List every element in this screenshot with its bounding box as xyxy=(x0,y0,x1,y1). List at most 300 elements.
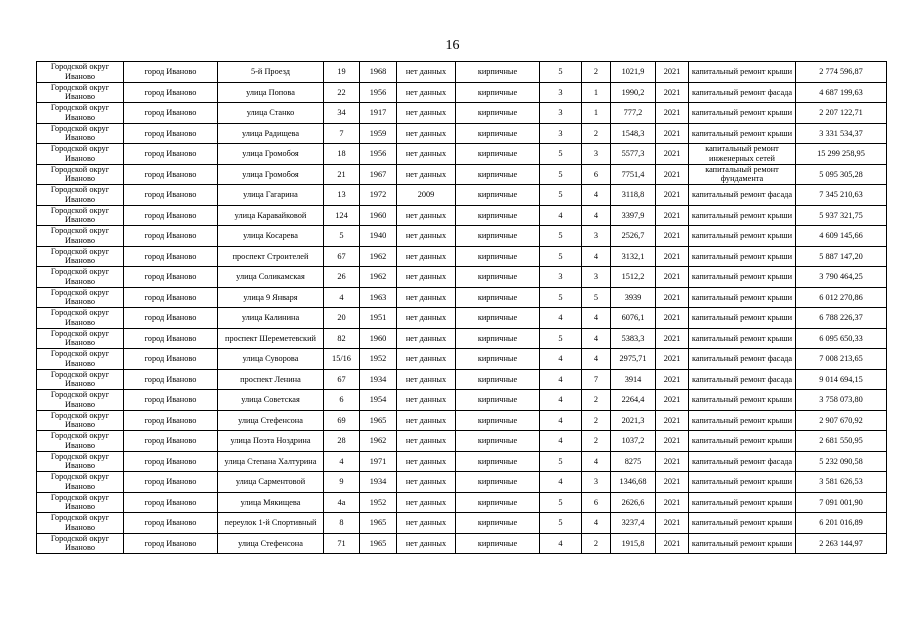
cost-cell: 2 263 144,97 xyxy=(796,533,887,554)
work-type-cell: капитальный ремонт крыши xyxy=(689,492,796,513)
wall-material-cell: кирпичные xyxy=(456,185,540,206)
entrances-cell: 4 xyxy=(582,513,611,534)
floors-cell: 4 xyxy=(540,205,582,226)
area-cell: 5577,3 xyxy=(611,144,656,165)
floors-cell: 5 xyxy=(540,62,582,83)
district-cell: Городской округ Иваново xyxy=(37,287,124,308)
floors-cell: 4 xyxy=(540,308,582,329)
city-cell: город Иваново xyxy=(124,308,218,329)
year-built-cell: 1956 xyxy=(360,82,397,103)
district-cell: Городской округ Иваново xyxy=(37,144,124,165)
year-reconstruction-cell: нет данных xyxy=(397,390,456,411)
street-cell: улица Поэта Ноздрина xyxy=(218,431,324,452)
entrances-cell: 1 xyxy=(582,82,611,103)
street-cell: улица Суворова xyxy=(218,349,324,370)
cost-cell: 6 012 270,86 xyxy=(796,287,887,308)
wall-material-cell: кирпичные xyxy=(456,451,540,472)
repair-year-cell: 2021 xyxy=(656,287,689,308)
entrances-cell: 4 xyxy=(582,451,611,472)
district-cell: Городской округ Иваново xyxy=(37,533,124,554)
wall-material-cell: кирпичные xyxy=(456,492,540,513)
district-cell: Городской округ Иваново xyxy=(37,103,124,124)
work-type-cell: капитальный ремонт крыши xyxy=(689,328,796,349)
city-cell: город Иваново xyxy=(124,164,218,185)
entrances-cell: 1 xyxy=(582,103,611,124)
repair-year-cell: 2021 xyxy=(656,513,689,534)
year-built-cell: 1971 xyxy=(360,451,397,472)
repair-year-cell: 2021 xyxy=(656,103,689,124)
floors-cell: 3 xyxy=(540,82,582,103)
table-row xyxy=(37,205,887,226)
year-built-cell: 1965 xyxy=(360,533,397,554)
entrances-cell: 4 xyxy=(582,308,611,329)
repair-year-cell: 2021 xyxy=(656,533,689,554)
year-built-cell: 1917 xyxy=(360,103,397,124)
floors-cell: 5 xyxy=(540,287,582,308)
city-cell: город Иваново xyxy=(124,246,218,267)
table-row xyxy=(37,451,887,472)
entrances-cell: 2 xyxy=(582,123,611,144)
year-reconstruction-cell: нет данных xyxy=(397,103,456,124)
city-cell: город Иваново xyxy=(124,205,218,226)
page-number: 16 xyxy=(445,38,460,53)
year-built-cell: 1962 xyxy=(360,267,397,288)
street-cell: улица Советская xyxy=(218,390,324,411)
repair-year-cell: 2021 xyxy=(656,349,689,370)
house-number-cell: 69 xyxy=(324,410,360,431)
street-cell: улица Мякищева xyxy=(218,492,324,513)
work-type-cell: капитальный ремонт фасада xyxy=(689,369,796,390)
table-row xyxy=(37,533,887,554)
wall-material-cell: кирпичные xyxy=(456,349,540,370)
street-cell: улица Радищева xyxy=(218,123,324,144)
district-cell: Городской округ Иваново xyxy=(37,267,124,288)
area-cell: 1021,9 xyxy=(611,62,656,83)
entrances-cell: 5 xyxy=(582,287,611,308)
year-reconstruction-cell: нет данных xyxy=(397,144,456,165)
work-type-cell: капитальный ремонт крыши xyxy=(689,205,796,226)
work-type-cell: капитальный ремонт крыши xyxy=(689,287,796,308)
work-type-cell: капитальный ремонт крыши xyxy=(689,267,796,288)
floors-cell: 4 xyxy=(540,369,582,390)
city-cell: город Иваново xyxy=(124,123,218,144)
wall-material-cell: кирпичные xyxy=(456,287,540,308)
work-type-cell: капитальный ремонт крыши xyxy=(689,410,796,431)
house-number-cell: 13 xyxy=(324,185,360,206)
repair-year-cell: 2021 xyxy=(656,328,689,349)
repair-year-cell: 2021 xyxy=(656,185,689,206)
year-reconstruction-cell: нет данных xyxy=(397,123,456,144)
entrances-cell: 3 xyxy=(582,226,611,247)
house-number-cell: 124 xyxy=(324,205,360,226)
table-row xyxy=(37,226,887,247)
house-number-cell: 6 xyxy=(324,390,360,411)
entrances-cell: 4 xyxy=(582,185,611,206)
district-cell: Городской округ Иваново xyxy=(37,246,124,267)
house-number-cell: 18 xyxy=(324,144,360,165)
district-cell: Городской округ Иваново xyxy=(37,513,124,534)
area-cell: 2975,71 xyxy=(611,349,656,370)
district-cell: Городской округ Иваново xyxy=(37,308,124,329)
house-number-cell: 9 xyxy=(324,472,360,493)
city-cell: город Иваново xyxy=(124,410,218,431)
city-cell: город Иваново xyxy=(124,62,218,83)
wall-material-cell: кирпичные xyxy=(456,246,540,267)
city-cell: город Иваново xyxy=(124,369,218,390)
area-cell: 3397,9 xyxy=(611,205,656,226)
wall-material-cell: кирпичные xyxy=(456,267,540,288)
floors-cell: 4 xyxy=(540,410,582,431)
work-type-cell: капитальный ремонт фундамента xyxy=(689,164,796,185)
cost-cell: 5 937 321,75 xyxy=(796,205,887,226)
house-number-cell: 28 xyxy=(324,431,360,452)
year-reconstruction-cell: нет данных xyxy=(397,492,456,513)
wall-material-cell: кирпичные xyxy=(456,431,540,452)
repair-year-cell: 2021 xyxy=(656,410,689,431)
entrances-cell: 4 xyxy=(582,205,611,226)
repair-year-cell: 2021 xyxy=(656,123,689,144)
table-row xyxy=(37,492,887,513)
repair-year-cell: 2021 xyxy=(656,226,689,247)
district-cell: Городской округ Иваново xyxy=(37,62,124,83)
house-number-cell: 26 xyxy=(324,267,360,288)
wall-material-cell: кирпичные xyxy=(456,226,540,247)
floors-cell: 5 xyxy=(540,513,582,534)
table-row xyxy=(37,185,887,206)
area-cell: 777,2 xyxy=(611,103,656,124)
year-built-cell: 1934 xyxy=(360,472,397,493)
floors-cell: 4 xyxy=(540,431,582,452)
table-row xyxy=(37,82,887,103)
street-cell: улица Попова xyxy=(218,82,324,103)
year-built-cell: 1951 xyxy=(360,308,397,329)
floors-cell: 3 xyxy=(540,123,582,144)
house-number-cell: 4 xyxy=(324,451,360,472)
cost-cell: 9 014 694,15 xyxy=(796,369,887,390)
entrances-cell: 4 xyxy=(582,246,611,267)
city-cell: город Иваново xyxy=(124,451,218,472)
year-built-cell: 1952 xyxy=(360,349,397,370)
table-row xyxy=(37,410,887,431)
entrances-cell: 2 xyxy=(582,431,611,452)
repair-year-cell: 2021 xyxy=(656,492,689,513)
cost-cell: 15 299 258,95 xyxy=(796,144,887,165)
city-cell: город Иваново xyxy=(124,103,218,124)
year-reconstruction-cell: нет данных xyxy=(397,451,456,472)
district-cell: Городской округ Иваново xyxy=(37,82,124,103)
area-cell: 6076,1 xyxy=(611,308,656,329)
floors-cell: 4 xyxy=(540,349,582,370)
work-type-cell: капитальный ремонт крыши xyxy=(689,226,796,247)
repair-year-cell: 2021 xyxy=(656,62,689,83)
area-cell: 2264,4 xyxy=(611,390,656,411)
cost-cell: 4 687 199,63 xyxy=(796,82,887,103)
wall-material-cell: кирпичные xyxy=(456,205,540,226)
work-type-cell: капитальный ремонт фасада xyxy=(689,349,796,370)
cost-cell: 2 207 122,71 xyxy=(796,103,887,124)
street-cell: улица Калинина xyxy=(218,308,324,329)
year-reconstruction-cell: нет данных xyxy=(397,328,456,349)
floors-cell: 4 xyxy=(540,533,582,554)
street-cell: улица Соликамская xyxy=(218,267,324,288)
year-reconstruction-cell: нет данных xyxy=(397,267,456,288)
cost-cell: 7 008 213,65 xyxy=(796,349,887,370)
area-cell: 7751,4 xyxy=(611,164,656,185)
cost-cell: 6 201 016,89 xyxy=(796,513,887,534)
area-cell: 8275 xyxy=(611,451,656,472)
entrances-cell: 3 xyxy=(582,144,611,165)
entrances-cell: 4 xyxy=(582,328,611,349)
area-cell: 2526,7 xyxy=(611,226,656,247)
district-cell: Городской округ Иваново xyxy=(37,410,124,431)
city-cell: город Иваново xyxy=(124,492,218,513)
street-cell: улица Косарева xyxy=(218,226,324,247)
house-number-cell: 4 xyxy=(324,287,360,308)
floors-cell: 5 xyxy=(540,144,582,165)
house-number-cell: 8 xyxy=(324,513,360,534)
district-cell: Городской округ Иваново xyxy=(37,349,124,370)
work-type-cell: капитальный ремонт крыши xyxy=(689,533,796,554)
cost-cell: 3 790 464,25 xyxy=(796,267,887,288)
work-type-cell: капитальный ремонт крыши xyxy=(689,390,796,411)
year-reconstruction-cell: нет данных xyxy=(397,533,456,554)
city-cell: город Иваново xyxy=(124,328,218,349)
year-built-cell: 1934 xyxy=(360,369,397,390)
floors-cell: 3 xyxy=(540,103,582,124)
city-cell: город Иваново xyxy=(124,513,218,534)
street-cell: улица Гагарина xyxy=(218,185,324,206)
table-row xyxy=(37,144,887,165)
buildings-table xyxy=(36,61,887,554)
cost-cell: 3 758 073,80 xyxy=(796,390,887,411)
floors-cell: 5 xyxy=(540,328,582,349)
work-type-cell: капитальный ремонт крыши xyxy=(689,308,796,329)
wall-material-cell: кирпичные xyxy=(456,308,540,329)
table-row xyxy=(37,328,887,349)
year-built-cell: 1954 xyxy=(360,390,397,411)
cost-cell: 5 887 147,20 xyxy=(796,246,887,267)
floors-cell: 5 xyxy=(540,185,582,206)
year-built-cell: 1963 xyxy=(360,287,397,308)
wall-material-cell: кирпичные xyxy=(456,144,540,165)
year-reconstruction-cell: нет данных xyxy=(397,513,456,534)
cost-cell: 7 091 001,90 xyxy=(796,492,887,513)
area-cell: 2021,3 xyxy=(611,410,656,431)
cost-cell: 2 907 670,92 xyxy=(796,410,887,431)
table-row xyxy=(37,390,887,411)
table-row xyxy=(37,431,887,452)
street-cell: улица Степана Халтурина xyxy=(218,451,324,472)
table-row xyxy=(37,62,887,83)
table-row xyxy=(37,103,887,124)
entrances-cell: 3 xyxy=(582,267,611,288)
table-row xyxy=(37,164,887,185)
cost-cell: 3 581 626,53 xyxy=(796,472,887,493)
district-cell: Городской округ Иваново xyxy=(37,164,124,185)
wall-material-cell: кирпичные xyxy=(456,82,540,103)
house-number-cell: 67 xyxy=(324,246,360,267)
area-cell: 1512,2 xyxy=(611,267,656,288)
house-number-cell: 15/16 xyxy=(324,349,360,370)
year-reconstruction-cell: нет данных xyxy=(397,349,456,370)
table-row xyxy=(37,349,887,370)
district-cell: Городской округ Иваново xyxy=(37,369,124,390)
floors-cell: 5 xyxy=(540,164,582,185)
area-cell: 3118,8 xyxy=(611,185,656,206)
street-cell: переулок 1-й Спортивный xyxy=(218,513,324,534)
house-number-cell: 19 xyxy=(324,62,360,83)
area-cell: 1346,68 xyxy=(611,472,656,493)
district-cell: Городской округ Иваново xyxy=(37,431,124,452)
year-reconstruction-cell: нет данных xyxy=(397,410,456,431)
entrances-cell: 2 xyxy=(582,410,611,431)
table-row xyxy=(37,246,887,267)
cost-cell: 2 774 596,87 xyxy=(796,62,887,83)
entrances-cell: 6 xyxy=(582,164,611,185)
year-built-cell: 1952 xyxy=(360,492,397,513)
city-cell: город Иваново xyxy=(124,533,218,554)
year-built-cell: 1965 xyxy=(360,513,397,534)
work-type-cell: капитальный ремонт фасада xyxy=(689,185,796,206)
repair-year-cell: 2021 xyxy=(656,390,689,411)
table-row xyxy=(37,308,887,329)
district-cell: Городской округ Иваново xyxy=(37,205,124,226)
repair-year-cell: 2021 xyxy=(656,82,689,103)
area-cell: 3237,4 xyxy=(611,513,656,534)
table-row xyxy=(37,513,887,534)
area-cell: 1548,3 xyxy=(611,123,656,144)
floors-cell: 4 xyxy=(540,472,582,493)
area-cell: 3132,1 xyxy=(611,246,656,267)
street-cell: улица 9 Января xyxy=(218,287,324,308)
floors-cell: 5 xyxy=(540,226,582,247)
area-cell: 3939 xyxy=(611,287,656,308)
street-cell: улица Станко xyxy=(218,103,324,124)
cost-cell: 7 345 210,63 xyxy=(796,185,887,206)
year-reconstruction-cell: нет данных xyxy=(397,164,456,185)
street-cell: улица Стефенсона xyxy=(218,533,324,554)
year-built-cell: 1962 xyxy=(360,431,397,452)
wall-material-cell: кирпичные xyxy=(456,390,540,411)
city-cell: город Иваново xyxy=(124,472,218,493)
floors-cell: 5 xyxy=(540,246,582,267)
street-cell: улица Каравайковой xyxy=(218,205,324,226)
year-reconstruction-cell: нет данных xyxy=(397,308,456,329)
cost-cell: 3 331 534,37 xyxy=(796,123,887,144)
cost-cell: 6 095 650,33 xyxy=(796,328,887,349)
district-cell: Городской округ Иваново xyxy=(37,472,124,493)
floors-cell: 3 xyxy=(540,267,582,288)
wall-material-cell: кирпичные xyxy=(456,472,540,493)
year-reconstruction-cell: нет данных xyxy=(397,431,456,452)
repair-year-cell: 2021 xyxy=(656,144,689,165)
wall-material-cell: кирпичные xyxy=(456,533,540,554)
wall-material-cell: кирпичные xyxy=(456,513,540,534)
street-cell: улица Громобоя xyxy=(218,164,324,185)
street-cell: 5-й Проезд xyxy=(218,62,324,83)
city-cell: город Иваново xyxy=(124,390,218,411)
city-cell: город Иваново xyxy=(124,349,218,370)
street-cell: проспект Строителей xyxy=(218,246,324,267)
year-reconstruction-cell: 2009 xyxy=(397,185,456,206)
wall-material-cell: кирпичные xyxy=(456,62,540,83)
year-reconstruction-cell: нет данных xyxy=(397,62,456,83)
work-type-cell: капитальный ремонт фасада xyxy=(689,82,796,103)
entrances-cell: 3 xyxy=(582,472,611,493)
city-cell: город Иваново xyxy=(124,431,218,452)
repair-year-cell: 2021 xyxy=(656,431,689,452)
repair-year-cell: 2021 xyxy=(656,451,689,472)
year-built-cell: 1960 xyxy=(360,328,397,349)
district-cell: Городской округ Иваново xyxy=(37,226,124,247)
entrances-cell: 2 xyxy=(582,62,611,83)
year-built-cell: 1940 xyxy=(360,226,397,247)
year-built-cell: 1962 xyxy=(360,246,397,267)
area-cell: 1037,2 xyxy=(611,431,656,452)
wall-material-cell: кирпичные xyxy=(456,103,540,124)
cost-cell: 5 095 305,28 xyxy=(796,164,887,185)
house-number-cell: 67 xyxy=(324,369,360,390)
city-cell: город Иваново xyxy=(124,267,218,288)
repair-year-cell: 2021 xyxy=(656,308,689,329)
year-built-cell: 1965 xyxy=(360,410,397,431)
year-reconstruction-cell: нет данных xyxy=(397,369,456,390)
year-reconstruction-cell: нет данных xyxy=(397,287,456,308)
street-cell: улица Стефенсона xyxy=(218,410,324,431)
table-row xyxy=(37,267,887,288)
district-cell: Городской округ Иваново xyxy=(37,390,124,411)
year-built-cell: 1972 xyxy=(360,185,397,206)
area-cell: 3914 xyxy=(611,369,656,390)
repair-year-cell: 2021 xyxy=(656,246,689,267)
city-cell: город Иваново xyxy=(124,144,218,165)
house-number-cell: 34 xyxy=(324,103,360,124)
wall-material-cell: кирпичные xyxy=(456,410,540,431)
work-type-cell: капитальный ремонт фасада xyxy=(689,451,796,472)
work-type-cell: капитальный ремонт крыши xyxy=(689,62,796,83)
work-type-cell: капитальный ремонт крыши xyxy=(689,431,796,452)
entrances-cell: 6 xyxy=(582,492,611,513)
house-number-cell: 5 xyxy=(324,226,360,247)
entrances-cell: 2 xyxy=(582,390,611,411)
wall-material-cell: кирпичные xyxy=(456,123,540,144)
district-cell: Городской округ Иваново xyxy=(37,185,124,206)
cost-cell: 6 788 226,37 xyxy=(796,308,887,329)
repair-year-cell: 2021 xyxy=(656,267,689,288)
year-reconstruction-cell: нет данных xyxy=(397,472,456,493)
entrances-cell: 7 xyxy=(582,369,611,390)
wall-material-cell: кирпичные xyxy=(456,328,540,349)
house-number-cell: 21 xyxy=(324,164,360,185)
house-number-cell: 22 xyxy=(324,82,360,103)
area-cell: 1990,2 xyxy=(611,82,656,103)
area-cell: 2626,6 xyxy=(611,492,656,513)
city-cell: город Иваново xyxy=(124,287,218,308)
house-number-cell: 82 xyxy=(324,328,360,349)
house-number-cell: 71 xyxy=(324,533,360,554)
year-built-cell: 1959 xyxy=(360,123,397,144)
floors-cell: 4 xyxy=(540,390,582,411)
year-reconstruction-cell: нет данных xyxy=(397,246,456,267)
year-built-cell: 1968 xyxy=(360,62,397,83)
cost-cell: 5 232 090,58 xyxy=(796,451,887,472)
street-cell: проспект Шереметевский xyxy=(218,328,324,349)
wall-material-cell: кирпичные xyxy=(456,164,540,185)
table-body xyxy=(37,62,887,554)
city-cell: город Иваново xyxy=(124,82,218,103)
floors-cell: 5 xyxy=(540,492,582,513)
area-cell: 1915,8 xyxy=(611,533,656,554)
